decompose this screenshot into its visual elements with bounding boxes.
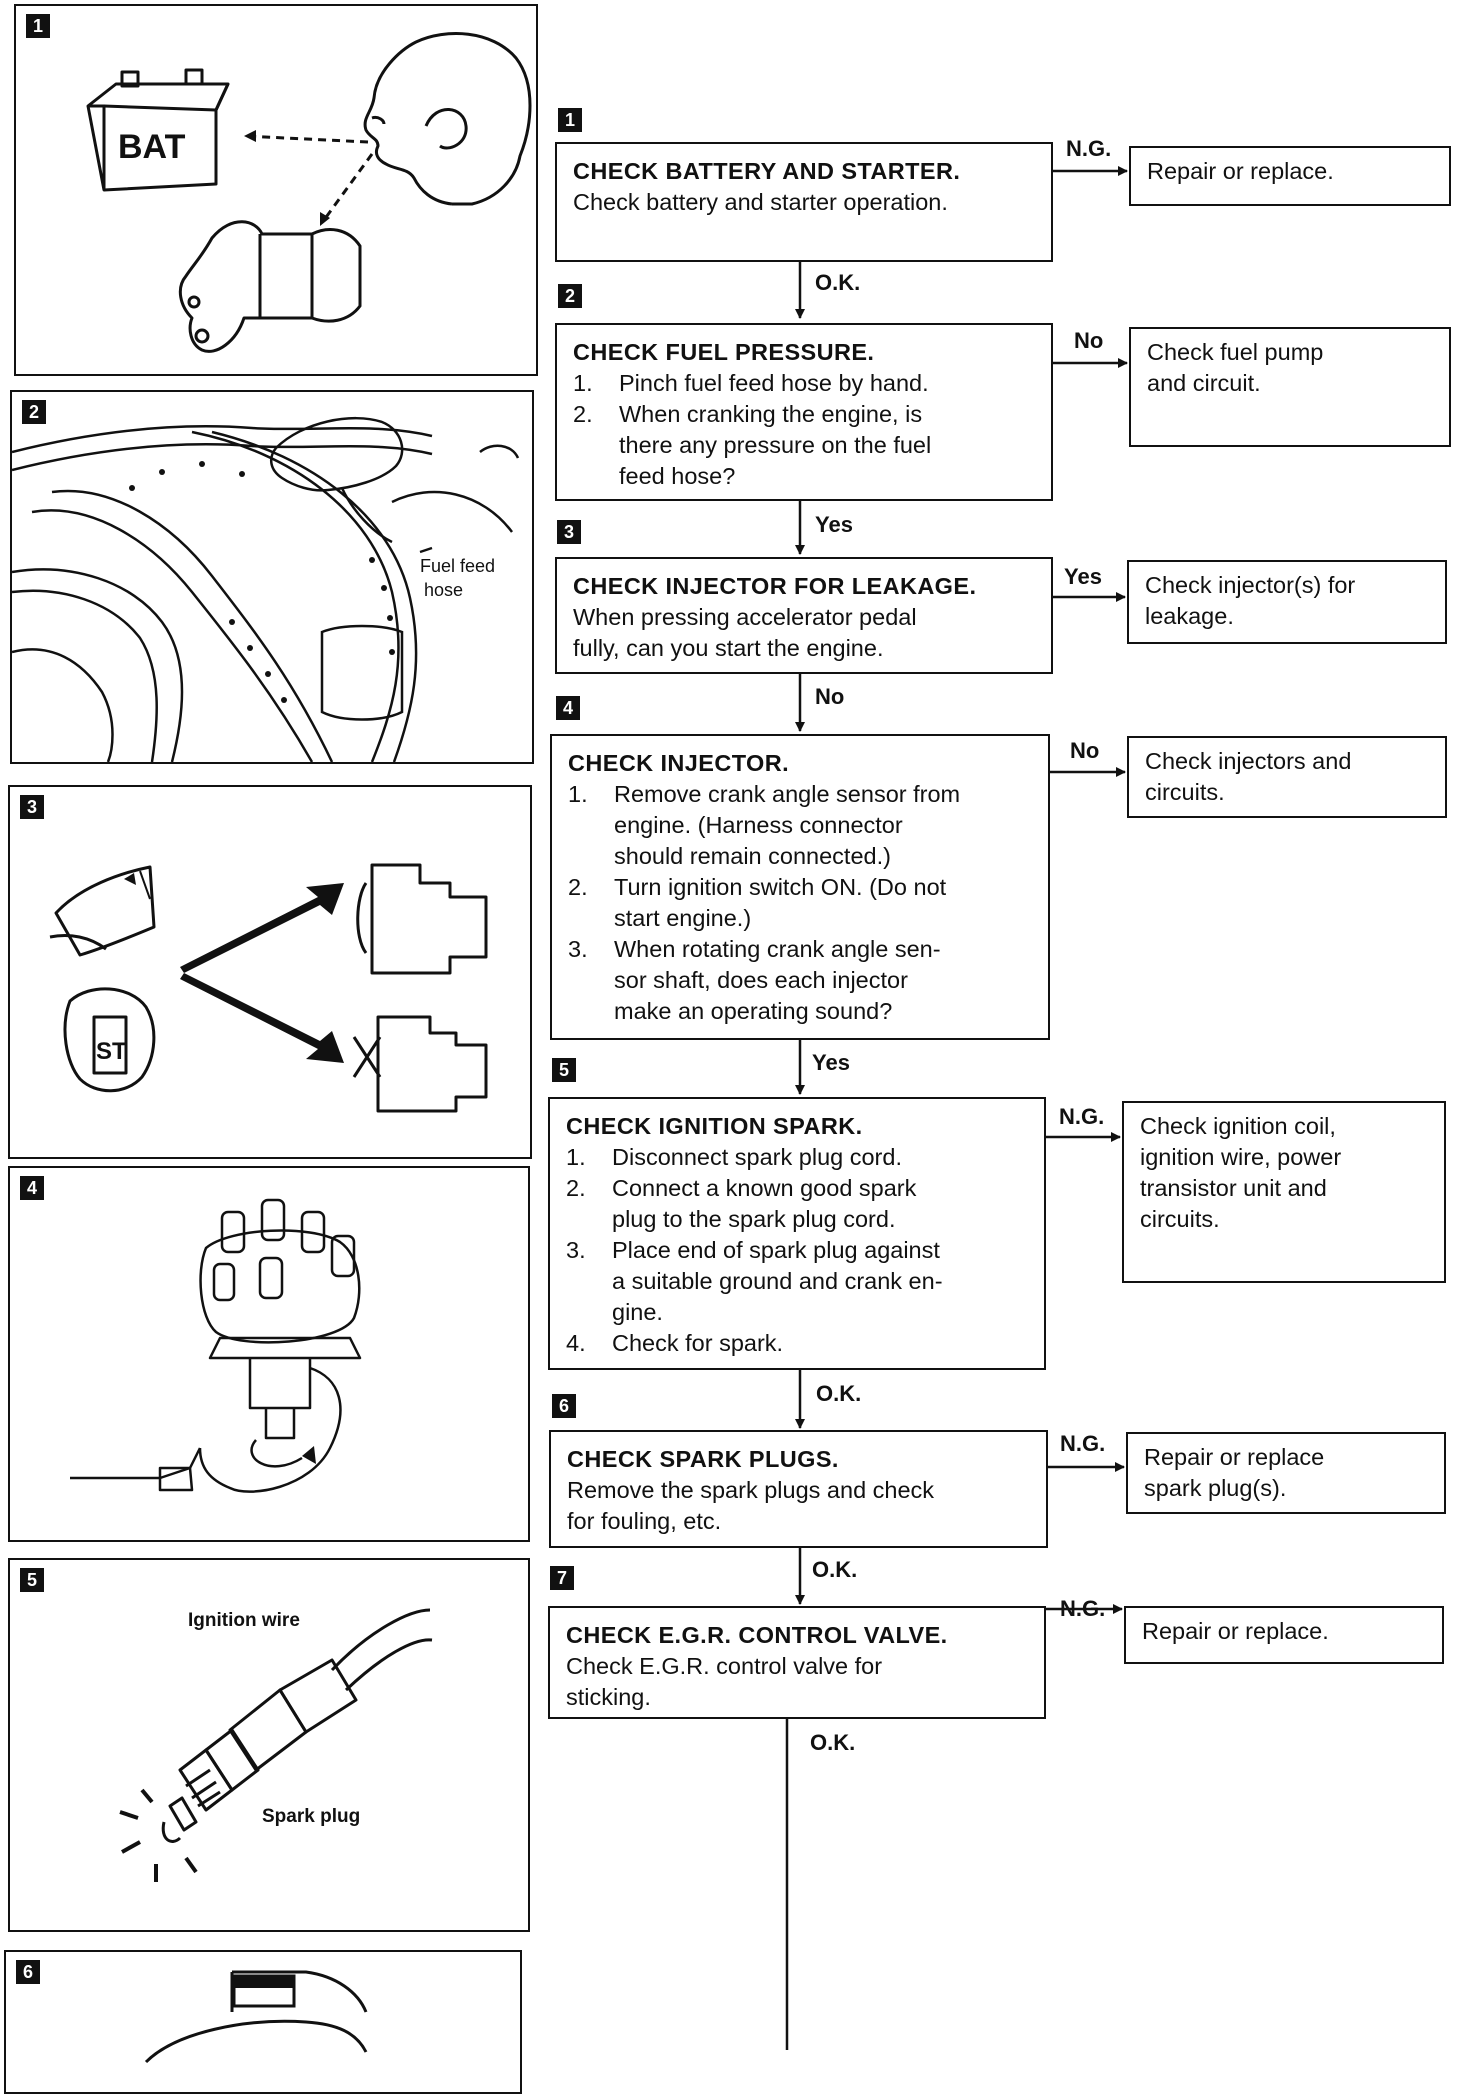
branch-box-2	[1129, 327, 1451, 447]
branch-text: ignition wire, power	[1140, 1144, 1342, 1170]
step-title: CHECK SPARK PLUGS.	[567, 1446, 839, 1472]
step-box-6	[549, 1430, 1048, 1548]
step-box-2	[555, 323, 1053, 501]
step-text: sticking.	[566, 1684, 651, 1710]
crank-angle-sensor-illustration	[10, 1168, 528, 1540]
step-text: fully, can you start the engine.	[573, 635, 884, 661]
item-line: Check for spark.	[612, 1330, 784, 1356]
step-item	[566, 1142, 1032, 1173]
step-item	[573, 399, 1039, 492]
mechanic-face	[365, 34, 530, 204]
step-item	[566, 1328, 1032, 1359]
item-line: a suitable ground and crank en-	[612, 1268, 943, 1294]
branch-box-6	[1126, 1432, 1446, 1514]
step-item	[566, 1235, 1032, 1328]
step-number-5: 5	[552, 1058, 576, 1082]
distributor-cap-icon	[201, 1231, 360, 1343]
step-title: CHECK IGNITION SPARK.	[566, 1113, 863, 1139]
step-title: CHECK INJECTOR.	[568, 750, 790, 776]
item-number: 4.	[566, 1330, 586, 1356]
fuel-feed-hose-illustration	[12, 392, 532, 762]
accelerator-pedal-icon	[56, 867, 154, 955]
branch-box-5	[1122, 1101, 1446, 1283]
item-number: 2.	[573, 401, 593, 427]
next-label-7: O.K.	[810, 1730, 856, 1755]
next-label-1: O.K.	[815, 270, 861, 295]
branch-text: circuits.	[1140, 1206, 1220, 1232]
branch-label-5: N.G.	[1059, 1104, 1105, 1129]
branch-label-3: Yes	[1064, 564, 1102, 589]
step-number-2: 2	[558, 284, 582, 308]
step-item	[568, 872, 1036, 934]
battery-starter-illustration	[16, 6, 536, 374]
branch-text: Check injectors and	[1145, 748, 1352, 774]
branch-text: Check fuel pump	[1147, 339, 1324, 365]
step-number-3: 3	[557, 520, 581, 544]
item-line: feed hose?	[619, 463, 736, 489]
item-number: 1.	[573, 370, 593, 396]
illustration-panel-2	[10, 390, 534, 764]
step-text: Check E.G.R. control valve for	[566, 1653, 883, 1679]
panel-number: 6	[16, 1960, 40, 1984]
step-box-7	[548, 1606, 1046, 1719]
fuel-feed-label-1: Fuel feed	[420, 556, 496, 576]
item-line: plug to the spark plug cord.	[612, 1206, 896, 1232]
item-number: 2.	[566, 1175, 586, 1201]
step-box-3	[555, 557, 1053, 674]
item-number: 3.	[568, 936, 588, 962]
step-text: Check battery and starter operation.	[573, 189, 948, 215]
item-line: Disconnect spark plug cord.	[612, 1144, 902, 1170]
illustration-panel-3	[8, 785, 532, 1159]
branch-box-3	[1127, 560, 1447, 644]
ignition-wire-label: Ignition wire	[188, 1610, 300, 1631]
branch-box-7	[1124, 1606, 1444, 1664]
step-item	[568, 779, 1036, 872]
next-label-3: No	[815, 684, 845, 709]
step-title: CHECK BATTERY AND STARTER.	[573, 158, 961, 184]
step-box-1	[555, 142, 1053, 262]
panel-number: 1	[26, 14, 50, 38]
panel-number: 3	[20, 795, 44, 819]
branch-text: transistor unit and	[1140, 1175, 1327, 1201]
branch-text: Check ignition coil,	[1140, 1113, 1336, 1139]
branch-text: spark plug(s).	[1144, 1475, 1287, 1501]
panel-number: 5	[20, 1568, 44, 1592]
illustration-panel-1	[14, 4, 538, 376]
step-number-4: 4	[556, 696, 580, 720]
step-item	[573, 368, 1039, 399]
item-line: should remain connected.)	[614, 843, 891, 869]
branch-label-2: No	[1074, 328, 1104, 353]
next-label-2: Yes	[815, 512, 853, 537]
branch-box-4	[1127, 736, 1447, 818]
step-items	[568, 779, 1036, 1027]
engine-icon-bottom	[378, 1017, 486, 1111]
item-number: 1.	[568, 781, 588, 807]
item-line: engine. (Harness connector	[614, 812, 903, 838]
branch-label-6: N.G.	[1060, 1431, 1106, 1456]
next-label-4: Yes	[812, 1050, 850, 1075]
battery-label: BAT	[118, 128, 186, 166]
step-text: for fouling, etc.	[567, 1508, 722, 1534]
branch-text: and circuit.	[1147, 370, 1261, 396]
spark-plug-check-illustration	[6, 1952, 520, 2092]
step-items	[573, 368, 1039, 492]
step-title: CHECK INJECTOR FOR LEAKAGE.	[573, 573, 977, 599]
spark-plug-label: Spark plug	[262, 1806, 361, 1827]
branch-text: Repair or replace.	[1147, 158, 1334, 184]
item-number: 2.	[568, 874, 588, 900]
item-number: 1.	[566, 1144, 586, 1170]
branch-text: Repair or replace.	[1142, 1618, 1329, 1644]
step-item	[566, 1173, 1032, 1235]
illustration-panel-4	[8, 1166, 530, 1542]
branch-label-4: No	[1070, 738, 1100, 763]
item-line: Turn ignition switch ON. (Do not	[614, 874, 947, 900]
accelerator-ignition-illustration	[10, 787, 530, 1157]
step-items	[566, 1142, 1032, 1359]
panel-number: 2	[22, 400, 46, 424]
item-line: make an operating sound?	[614, 998, 893, 1024]
step-box-5	[548, 1097, 1046, 1370]
step-number-7: 7	[550, 1566, 574, 1590]
item-line: When rotating crank angle sen-	[614, 936, 941, 962]
step-text: Remove the spark plugs and check	[567, 1477, 935, 1503]
branch-text: leakage.	[1145, 603, 1234, 629]
next-label-5: O.K.	[816, 1381, 862, 1406]
item-line: start engine.)	[614, 905, 752, 931]
step-box-4	[550, 734, 1050, 1040]
illustration-panel-5	[8, 1558, 530, 1932]
branch-text: Check injector(s) for	[1145, 572, 1356, 598]
item-line: gine.	[612, 1299, 663, 1325]
item-line: there any pressure on the fuel	[619, 432, 932, 458]
item-line: sor shaft, does each injector	[614, 967, 908, 993]
step-item	[568, 934, 1036, 1027]
step-title: CHECK FUEL PRESSURE.	[573, 339, 875, 365]
item-line: Remove crank angle sensor from	[614, 781, 961, 807]
st-label: ST	[96, 1038, 127, 1065]
item-line: Pinch fuel feed hose by hand.	[619, 370, 929, 396]
branch-label-1: N.G.	[1066, 136, 1112, 161]
branch-box-1	[1129, 146, 1451, 206]
item-line: Connect a known good spark	[612, 1175, 917, 1201]
step-text: When pressing accelerator pedal	[573, 604, 917, 630]
item-line: When cranking the engine, is	[619, 401, 923, 427]
branch-text: Repair or replace	[1144, 1444, 1325, 1470]
next-label-6: O.K.	[812, 1557, 858, 1582]
step-number-6: 6	[552, 1394, 576, 1418]
panel-number: 4	[20, 1176, 44, 1200]
step-number-1: 1	[558, 108, 582, 132]
branch-text: circuits.	[1145, 779, 1225, 805]
item-number: 3.	[566, 1237, 586, 1263]
item-line: Place end of spark plug against	[612, 1237, 940, 1263]
step-title: CHECK E.G.R. CONTROL VALVE.	[566, 1622, 948, 1648]
branch-label-7: N.G.	[1060, 1596, 1106, 1621]
engine-icon-top	[372, 865, 486, 973]
spark-plug-illustration	[10, 1560, 528, 1930]
illustration-panel-6	[4, 1950, 522, 2094]
fuel-feed-label-2: hose	[424, 580, 464, 600]
